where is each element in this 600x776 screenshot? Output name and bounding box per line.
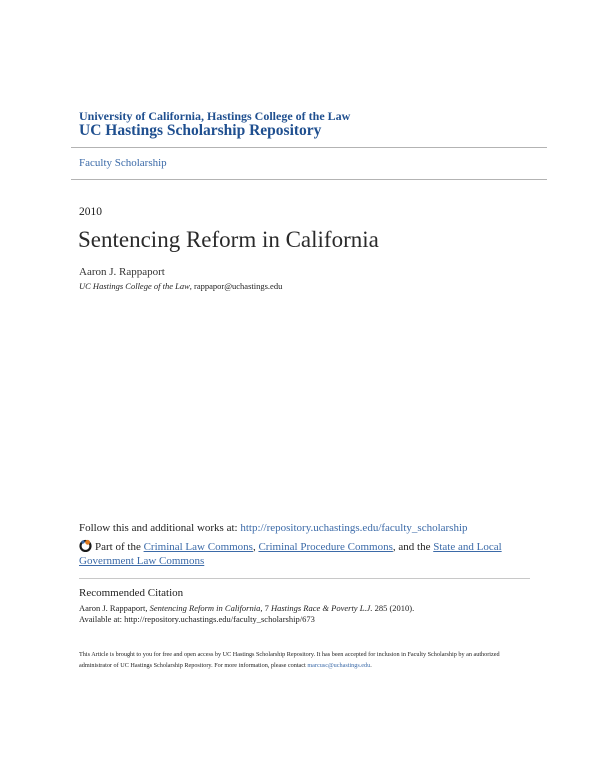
publication-year: 2010: [79, 206, 102, 218]
affiliation-institution: UC Hastings College of the Law: [79, 281, 190, 291]
institution-name: University of California, Hastings College of the Law: [79, 109, 351, 123]
criminal-law-commons-link[interactable]: Criminal Law Commons: [143, 541, 253, 553]
follow-prefix: Follow this and additional works at:: [79, 522, 241, 534]
collection-divider: [71, 179, 547, 180]
contact-email-link[interactable]: marcusc@uchastings.edu: [307, 662, 371, 669]
follow-line: [79, 522, 468, 534]
citation-text: [79, 603, 414, 613]
access-notice: [79, 649, 529, 671]
repository-name[interactable]: UC Hastings Scholarship Repository: [79, 122, 322, 139]
notice-text: This Article is brought to you for free and open access by UC Hastings Scholarship Repository. It has been accepted for inclusion in Faculty Scholarship by an authorized administrator of UC Hastings Scholarship Repository. For more information, please contact: [79, 651, 500, 669]
affiliation-email: , rappapor@uchastings.edu: [189, 281, 283, 291]
citation-journal: Hastings Race & Poverty L.J.: [270, 603, 373, 613]
follow-url-link[interactable]: http://repository.uchastings.edu/faculty_scholarship: [240, 522, 468, 534]
collection-link[interactable]: Faculty Scholarship: [79, 157, 167, 169]
citation-authors: Aaron J. Rappaport,: [79, 603, 150, 613]
citation-divider: [79, 578, 530, 579]
state-local-government-law-commons-link[interactable]: State and Local Government Law Commons: [79, 541, 502, 567]
citation-volume: , 7: [260, 603, 271, 613]
part-of-sep2: , and the: [392, 541, 434, 553]
citation-available: Available at: http://repository.uchastings.edu/faculty_scholarship/673: [79, 614, 315, 624]
citation-heading: Recommended Citation: [79, 587, 184, 599]
citation-pages: 285 (2010).: [372, 603, 415, 613]
part-of-line: [79, 539, 519, 568]
citation-title: Sentencing Reform in California: [149, 603, 261, 613]
notice-end: .: [370, 662, 372, 669]
article-title: Sentencing Reform in California: [78, 227, 379, 252]
header-divider: [71, 147, 547, 148]
part-of-sep1: ,: [252, 541, 259, 553]
bepress-logo-icon: [79, 539, 92, 552]
criminal-procedure-commons-link[interactable]: Criminal Procedure Commons: [258, 541, 393, 553]
author-name: Aaron J. Rappaport: [79, 266, 165, 278]
author-affiliation: [79, 281, 282, 291]
part-of-prefix: Part of the: [95, 541, 144, 553]
